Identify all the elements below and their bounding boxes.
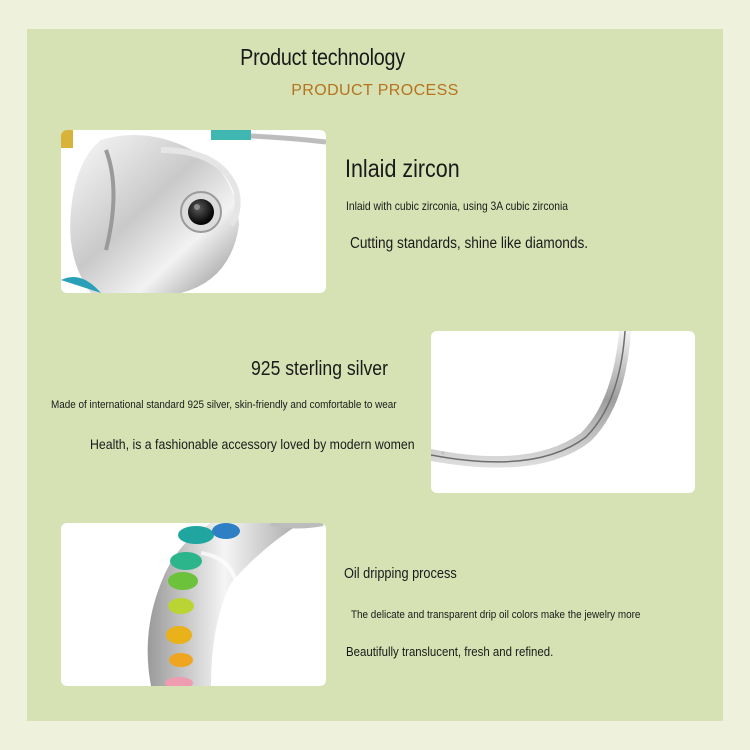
- silver-ring-band-photo: [431, 331, 695, 493]
- feature-heading-sterling-silver: 925 sterling silver: [251, 358, 388, 380]
- feature-description-line: Inlaid with cubic zirconia, using 3A cubic zirconia: [346, 199, 569, 213]
- enamel-ring-illustration: [61, 523, 326, 686]
- page-title: Product technology: [240, 44, 405, 70]
- feature-description-line: The delicate and transparent drip oil colors make the jewelry more: [351, 609, 641, 621]
- feature-description-line: Made of international standard 925 silver, skin-friendly and comfortable to wear: [51, 399, 397, 411]
- silver-ring-illustration: [431, 331, 695, 493]
- feature-heading-inlaid-zircon: Inlaid zircon: [345, 155, 460, 183]
- feature-heading-oil-dripping: Oil dripping process: [344, 566, 457, 582]
- chameleon-head-illustration: [61, 130, 326, 293]
- chameleon-head-zircon-eye-photo: [61, 130, 326, 293]
- feature-description-line: Health, is a fashionable accessory loved by modern women: [90, 436, 415, 452]
- page-subtitle: PRODUCT PROCESS: [291, 82, 459, 99]
- feature-description-line: Beautifully translucent, fresh and refined.: [346, 644, 554, 659]
- feature-description-line: Cutting standards, shine like diamonds.: [350, 235, 589, 252]
- rainbow-enamel-ring-photo: [61, 523, 326, 686]
